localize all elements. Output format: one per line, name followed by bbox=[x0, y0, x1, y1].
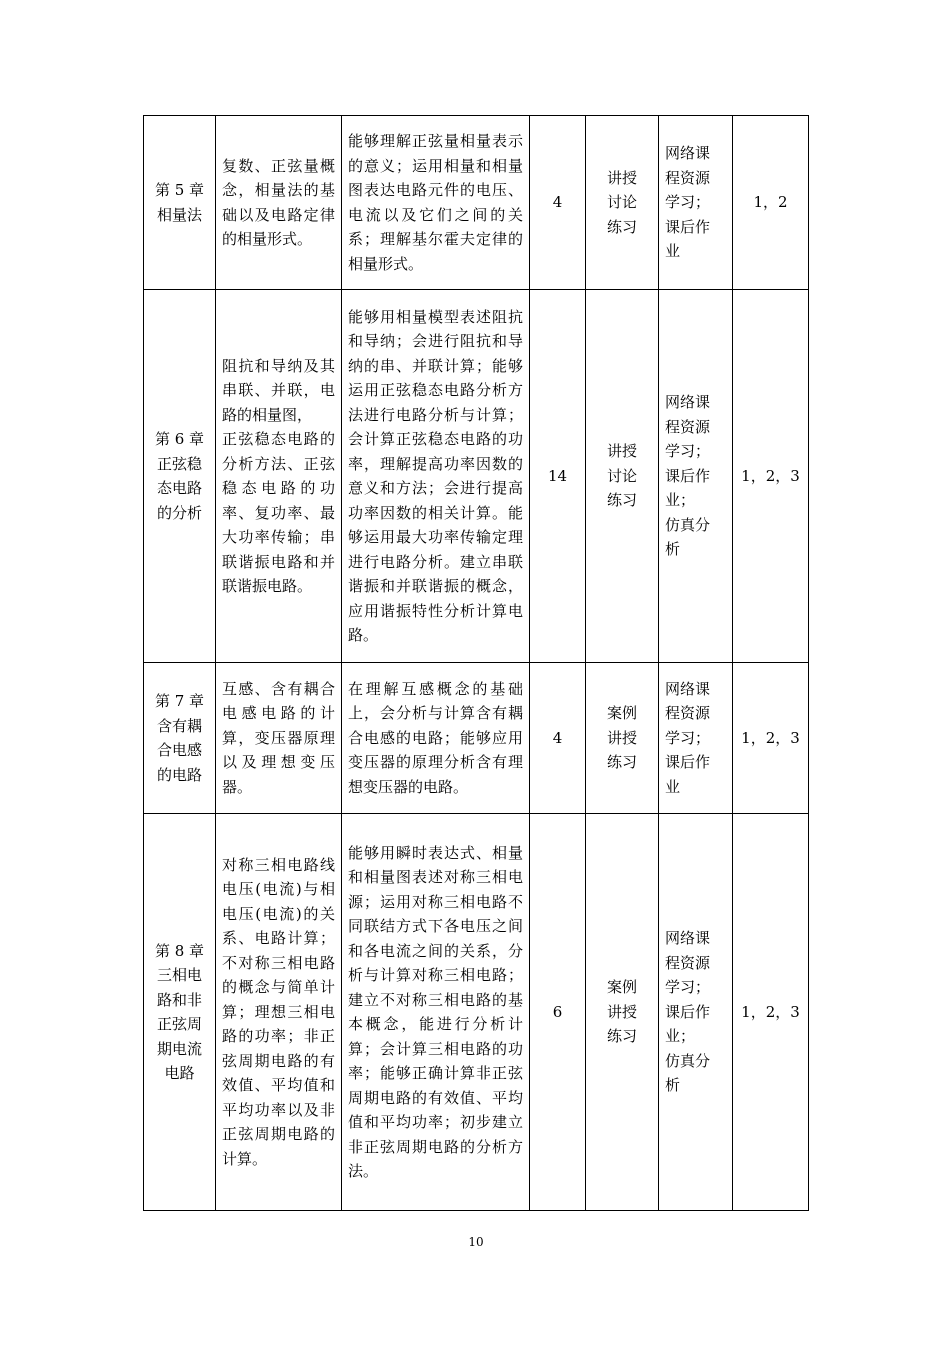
hours-cell: 4 bbox=[530, 663, 586, 814]
chapter-cell: 第 8 章 三相电 路和非 正弦周 期电流 电路 bbox=[144, 814, 216, 1211]
table-row bbox=[144, 290, 809, 663]
table-row bbox=[144, 663, 809, 814]
content-cell: 复数、正弦量概念，相量法的基础以及电路定律的相量形式。 bbox=[216, 116, 342, 290]
teaching-method-cell: 案例 讲授 练习 bbox=[586, 814, 659, 1211]
content-cell: 对称三相电路线电压(电流)与相电压(电流)的关系、电路计算；不对称三相电路的概念与简单计算；理想三相电路的功率；非正弦周期电路的有效值、平均值和平均功率以及非正弦周期电路的计算。 bbox=[216, 814, 342, 1211]
course-target-cell: 1，2，3 bbox=[733, 290, 809, 663]
chapter-cell: 第 6 章 正弦稳 态电路 的分析 bbox=[144, 290, 216, 663]
homework-cell: 网络课 程资源 学习； 课后作 业； 仿真分 析 bbox=[659, 290, 733, 663]
hours-cell: 4 bbox=[530, 116, 586, 290]
course-target-cell: 1，2，3 bbox=[733, 663, 809, 814]
hours-cell: 14 bbox=[530, 290, 586, 663]
chapter-cell: 第 5 章 相量法 bbox=[144, 116, 216, 290]
requirements-cell: 在理解互感概念的基础上，会分析与计算含有耦合电感的电路；能够应用变压器的原理分析含有理想变压器的电路。 bbox=[342, 663, 530, 814]
chapter-cell: 第 7 章 含有耦 合电感 的电路 bbox=[144, 663, 216, 814]
course-target-cell: 1，2 bbox=[733, 116, 809, 290]
teaching-method-cell: 讲授 讨论 练习 bbox=[586, 116, 659, 290]
homework-cell: 网络课 程资源 学习； 课后作 业 bbox=[659, 663, 733, 814]
requirements-cell: 能够理解正弦量相量表示的意义；运用相量和相量图表达电路元件的电压、电流以及它们之间的关系；理解基尔霍夫定律的相量形式。 bbox=[342, 116, 530, 290]
course-target-cell: 1，2，3 bbox=[733, 814, 809, 1211]
requirements-cell: 能够用相量模型表述阻抗和导纳；会进行阻抗和导纳的串、并联计算；能够运用正弦稳态电路分析方法进行电路分析与计算；会计算正弦稳态电路的功率，理解提高功率因数的意义和方法；会进行提高功率因数的相关计算。能够运用最大功率传输定理进行电路分析。建立串联谐振和并联谐振的概念，应用谐振特性分析计算电路。 bbox=[342, 290, 530, 663]
table-row bbox=[144, 116, 809, 290]
content-cell: 阻抗和导纳及其串联、并联，电路的相量图， 正弦稳态电路的分析方法、正弦稳态电路的功率、复功率、最大功率传输；串联谐振电路和并联谐振电路。 bbox=[216, 290, 342, 663]
page-number: 10 bbox=[468, 1235, 484, 1249]
hours-cell: 6 bbox=[530, 814, 586, 1211]
homework-cell: 网络课 程资源 学习； 课后作 业 bbox=[659, 116, 733, 290]
content-cell: 互感、含有耦合电感电路的计算，变压器原理以及理想变压器。 bbox=[216, 663, 342, 814]
teaching-method-cell: 案例 讲授 练习 bbox=[586, 663, 659, 814]
table-row bbox=[144, 814, 809, 1211]
teaching-method-cell: 讲授 讨论 练习 bbox=[586, 290, 659, 663]
homework-cell: 网络课 程资源 学习； 课后作 业； 仿真分 析 bbox=[659, 814, 733, 1211]
syllabus-table bbox=[143, 115, 809, 1211]
requirements-cell: 能够用瞬时表达式、相量和相量图表述对称三相电源；运用对称三相电路不同联结方式下各电压之间和各电流之间的关系，分析与计算对称三相电路；建立不对称三相电路的基本概念，能进行分析计算；会计算三相电路的功率；能够正确计算非正弦周期电路的有效值、平均值和平均功率；初步建立非正弦周期电路的分析方法。 bbox=[342, 814, 530, 1211]
